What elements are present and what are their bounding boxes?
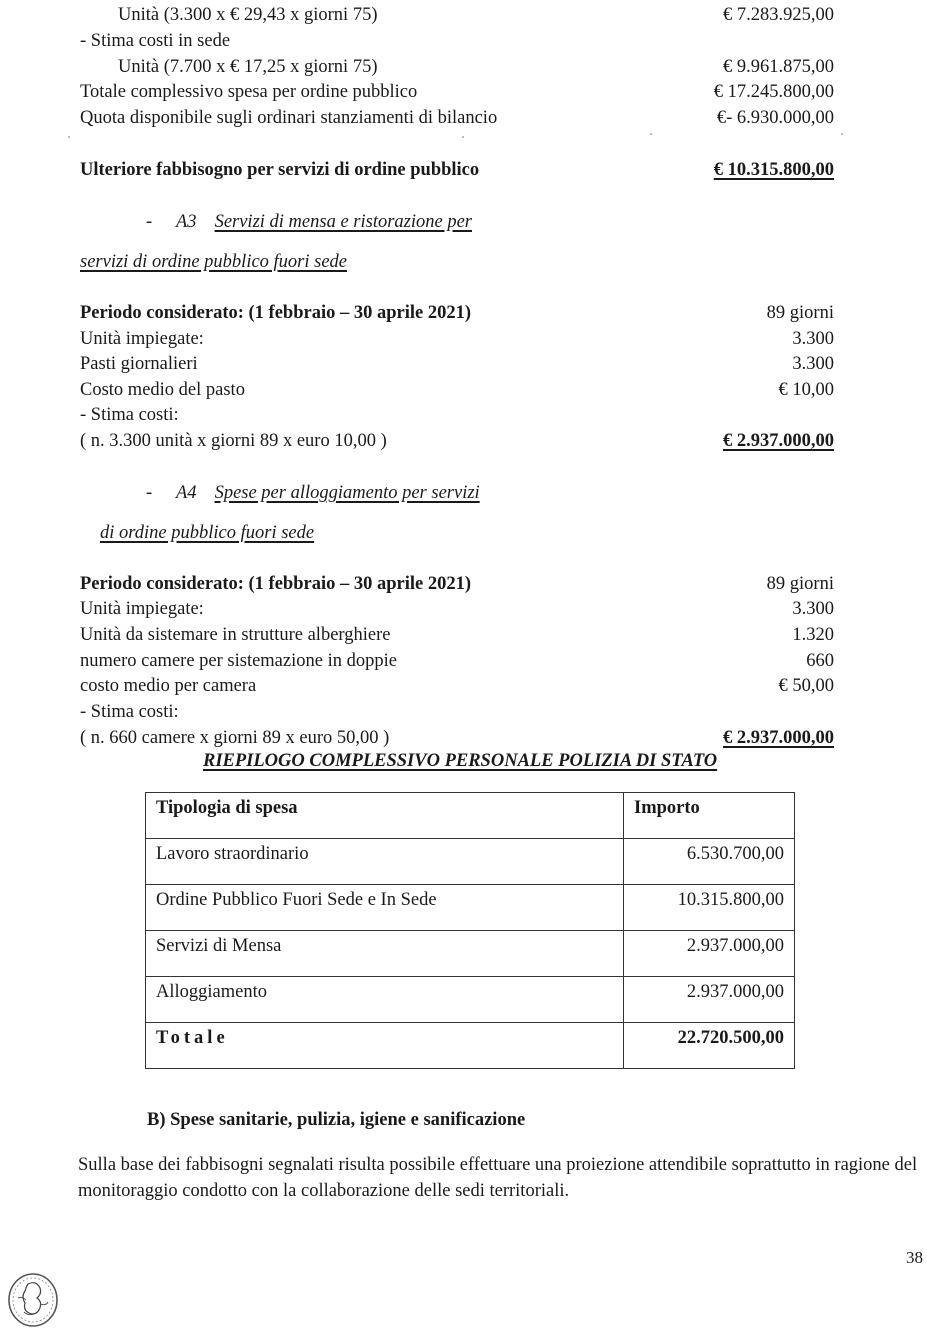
- section-b-heading: B) Spese sanitarie, pulizia, igiene e sanificazione: [147, 1110, 526, 1130]
- detail-label: numero camere per sistemazione in doppie: [80, 651, 397, 671]
- cost-row-label: Unità (7.700 x € 17,25 x giorni 75): [118, 57, 378, 77]
- expense-type: Servizi di Mensa: [146, 931, 624, 977]
- section-dash: -: [146, 212, 153, 232]
- column-header-type: Tipologia di spesa: [146, 793, 624, 839]
- calc-value: € 2.937.000,00: [723, 728, 834, 748]
- page-number: 38: [906, 1248, 923, 1267]
- cost-row-label: - Stima costi in sede: [80, 31, 231, 51]
- expense-amount: 6.530.700,00: [624, 839, 795, 885]
- column-header-amount: Importo: [624, 793, 795, 839]
- detail-label: - Stima costi:: [80, 702, 179, 722]
- period-label: Periodo considerato: (1 febbraio – 30 aprile 2021): [80, 574, 472, 594]
- table-header-row: [146, 793, 795, 839]
- period-label: Periodo considerato: (1 febbraio – 30 aprile 2021): [80, 303, 472, 323]
- cost-row-value: €- 6.930.000,00: [716, 108, 834, 128]
- detail-label: costo medio per camera: [80, 676, 257, 696]
- expense-amount: 2.937.000,00: [624, 977, 795, 1023]
- section-code: A4: [176, 483, 197, 503]
- scan-speck: [841, 133, 843, 135]
- summary-table: [145, 792, 795, 1069]
- section-title-line1: Spese per alloggiamento per servizi: [214, 483, 480, 503]
- cost-row-value: € 9.961.875,00: [723, 57, 834, 77]
- summary-title: RIEPILOGO COMPLESSIVO PERSONALE POLIZIA DI STATO: [203, 751, 718, 771]
- detail-value: 1.320: [792, 625, 834, 645]
- detail-label: Unità da sistemare in strutture alberghiere: [80, 625, 391, 645]
- period-value: 89 giorni: [766, 303, 834, 323]
- detail-label: Costo medio del pasto: [80, 380, 245, 400]
- detail-value: € 10,00: [778, 380, 834, 400]
- section-code: A3: [176, 212, 197, 232]
- table-row: [146, 931, 795, 977]
- detail-label: - Stima costi:: [80, 405, 179, 425]
- detail-value: 660: [806, 651, 834, 671]
- expense-type: Alloggiamento: [146, 977, 624, 1023]
- additional-need-label: Ulteriore fabbisogno per servizi di ordine pubblico: [80, 160, 480, 180]
- detail-value: 3.300: [792, 329, 834, 349]
- section-a3-heading: [146, 211, 472, 233]
- cost-row-label: Unità (3.300 x € 29,43 x giorni 75): [118, 5, 378, 25]
- table-row: [146, 839, 795, 885]
- detail-value: € 50,00: [778, 676, 834, 696]
- section-title-line2: di ordine pubblico fuori sede: [100, 523, 315, 543]
- cost-row-label: Totale complessivo spesa per ordine pubblico: [80, 82, 418, 102]
- detail-value: 3.300: [792, 599, 834, 619]
- cost-row-value: € 17.245.800,00: [713, 82, 834, 102]
- period-value: 89 giorni: [766, 574, 834, 594]
- expense-amount: 2.937.000,00: [624, 931, 795, 977]
- section-title-line1: Servizi di mensa e ristorazione per: [214, 212, 472, 232]
- section-dash: -: [146, 483, 153, 503]
- expense-type: Ordine Pubblico Fuori Sede e In Sede: [146, 885, 624, 931]
- scan-speck: [650, 133, 652, 135]
- section-a4-heading: [146, 482, 480, 504]
- detail-label: Pasti giornalieri: [80, 354, 198, 374]
- table-row: [146, 885, 795, 931]
- section-title-line2: servizi di ordine pubblico fuori sede: [80, 252, 348, 272]
- section-b-paragraph: Sulla base dei fabbisogni segnalati risulta possibile effettuare una proiezione attendibile soprattutto in ragione del monitoraggio condotto con la collaborazione delle sedi territoriali.: [78, 1155, 918, 1201]
- calc-label: ( n. 3.300 unità x giorni 89 x euro 10,00 ): [80, 431, 387, 451]
- expense-amount: 10.315.800,00: [624, 885, 795, 931]
- calc-label: ( n. 660 camere x giorni 89 x euro 50,00 ): [80, 728, 390, 748]
- expense-type: Lavoro straordinario: [146, 839, 624, 885]
- total-label: Totale: [146, 1023, 624, 1069]
- total-amount: 22.720.500,00: [624, 1023, 795, 1069]
- detail-label: Unità impiegate:: [80, 329, 204, 349]
- scan-speck: [68, 136, 70, 138]
- additional-need-value: € 10.315.800,00: [713, 160, 834, 180]
- cost-row-label: Quota disponibile sugli ordinari stanziamenti di bilancio: [80, 108, 498, 128]
- scan-speck: [462, 136, 464, 138]
- calc-value: € 2.937.000,00: [723, 431, 834, 451]
- detail-label: Unità impiegate:: [80, 599, 204, 619]
- table-total-row: [146, 1023, 795, 1069]
- detail-value: 3.300: [792, 354, 834, 374]
- cost-row-value: € 7.283.925,00: [723, 5, 834, 25]
- table-row: [146, 977, 795, 1023]
- official-seal-icon: [6, 1272, 60, 1328]
